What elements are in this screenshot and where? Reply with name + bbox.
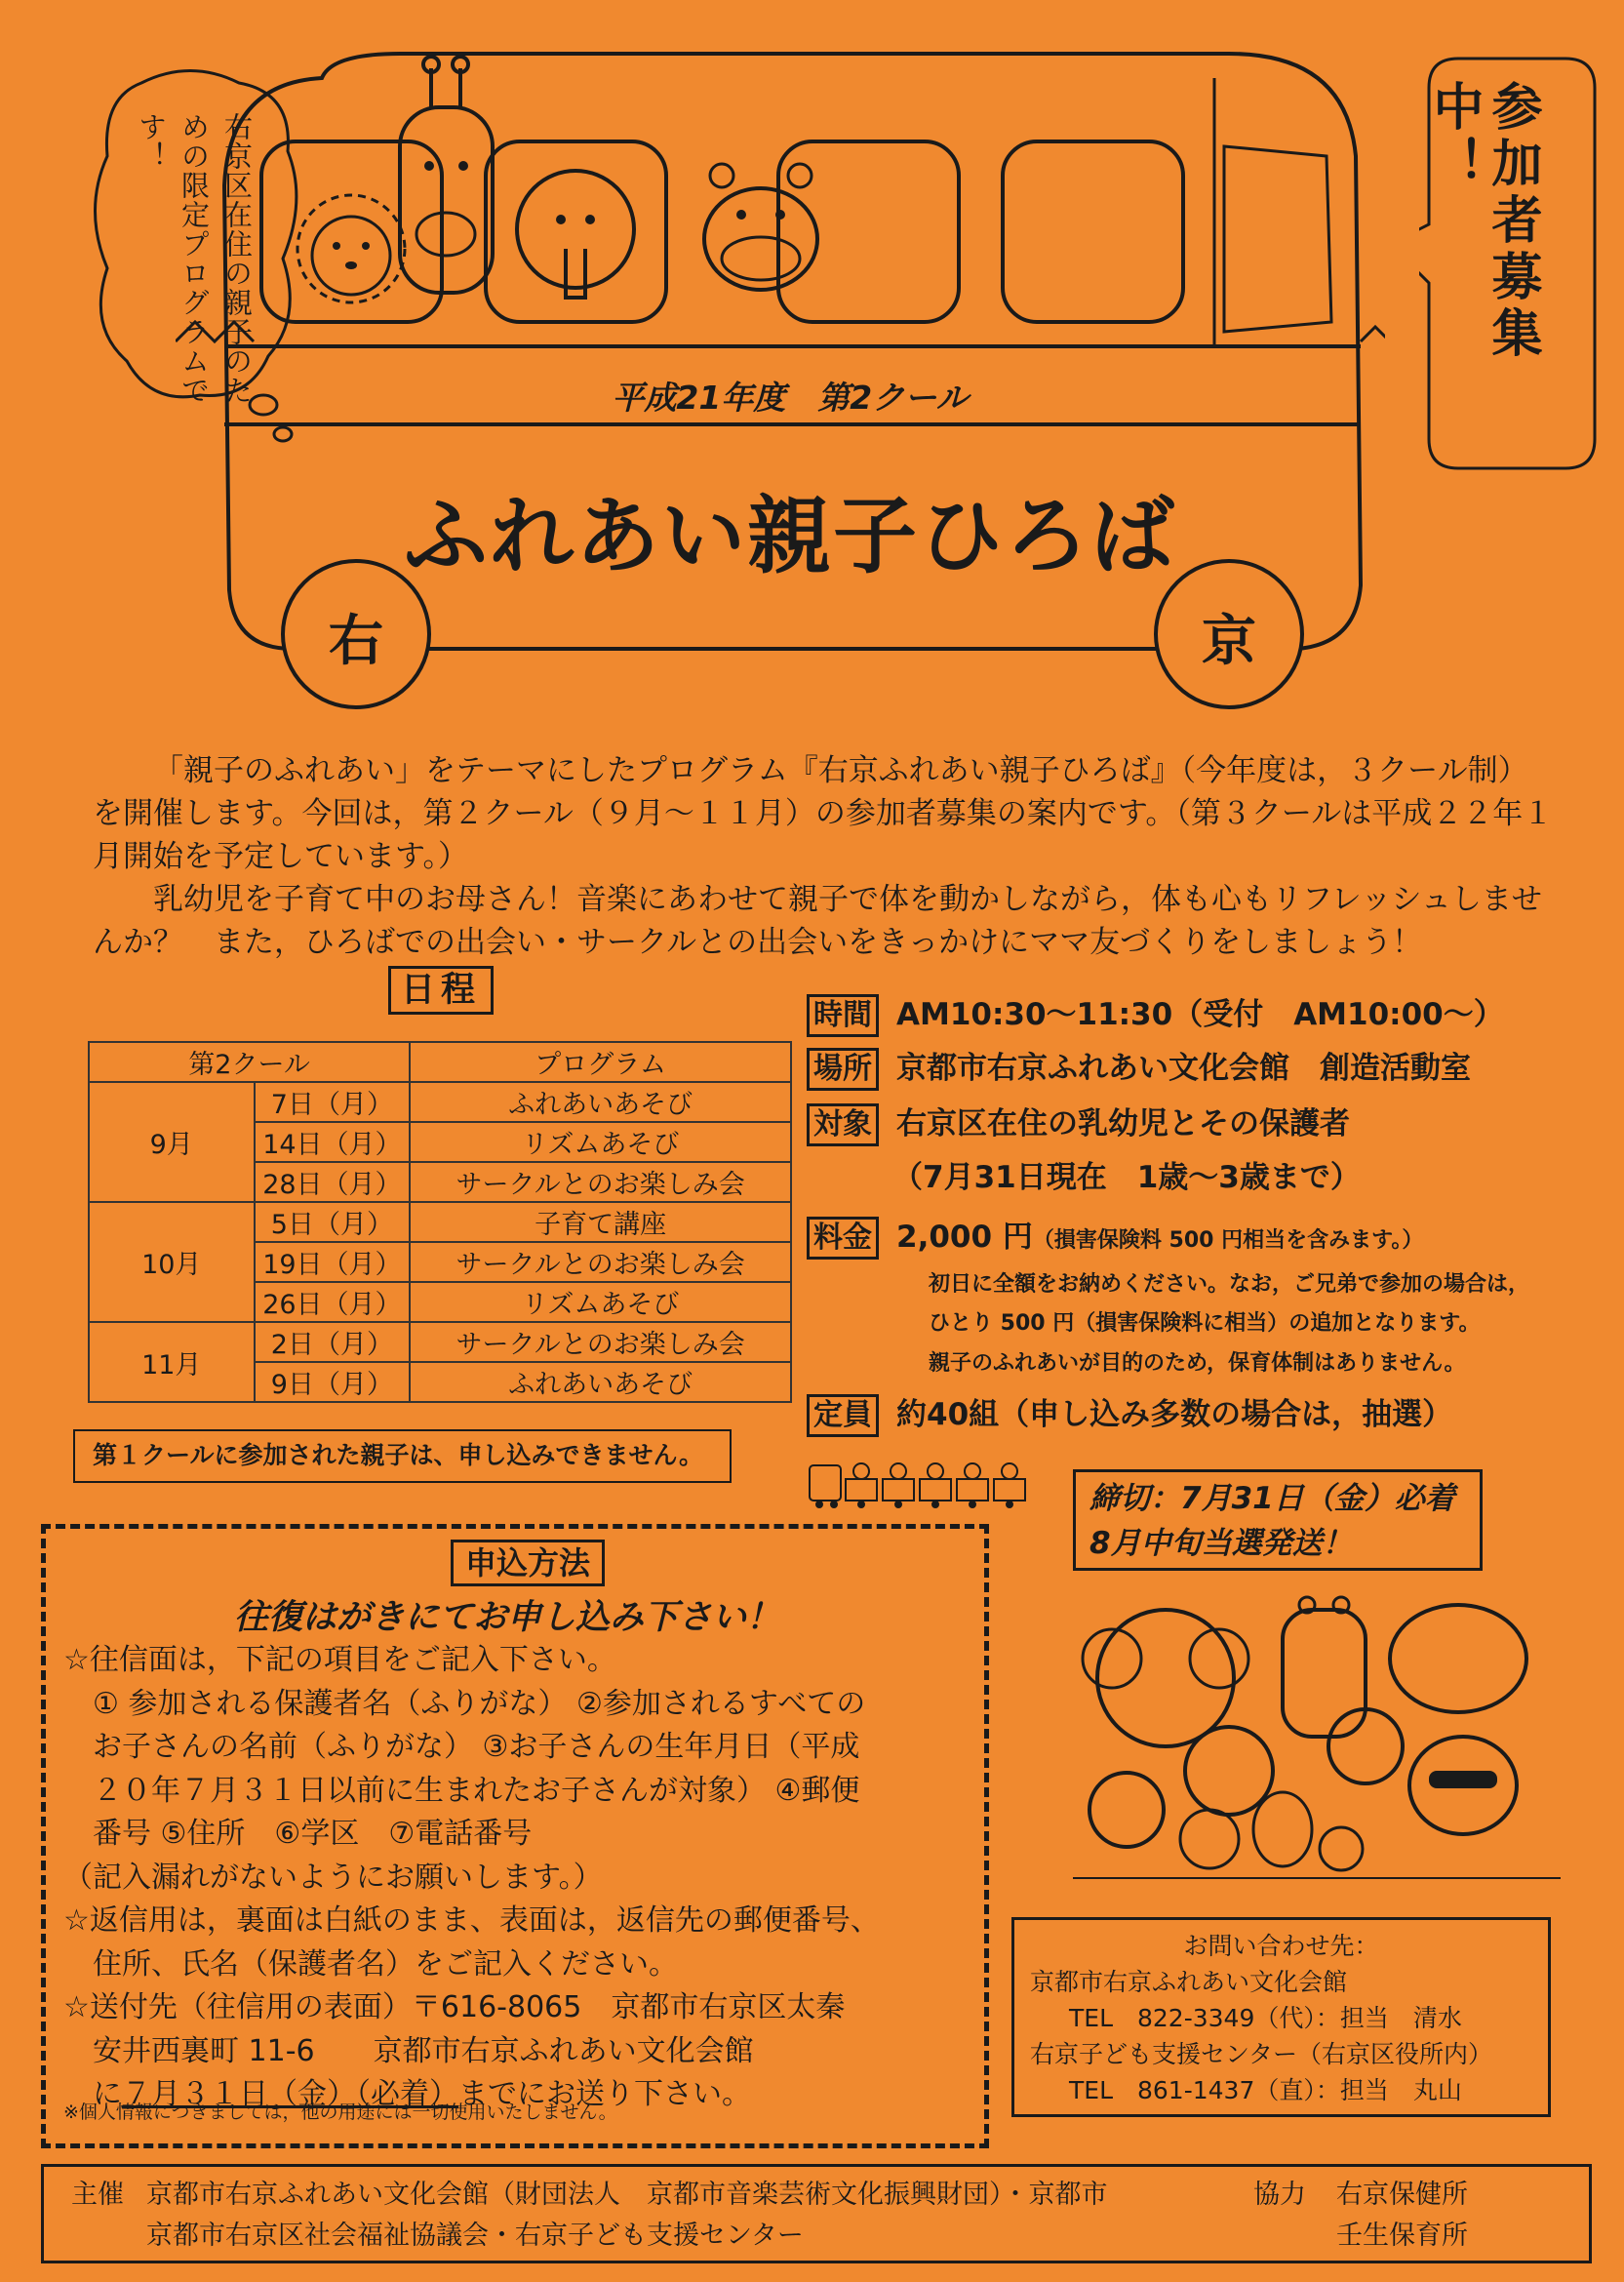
instruction-line: ☆返信用は，裏面は白紙のまま、表面は，返信先の郵便番号、 xyxy=(63,1903,880,1938)
instruction-line: 住所、氏名（保護者名）をご記入ください。 xyxy=(63,1946,678,1982)
contact-heading: お問い合わせ先： xyxy=(1183,1932,1379,1960)
contact-org-1: 京都市右京ふれあい文化会館 xyxy=(1030,1968,1348,1996)
date-cell: 28日（月） xyxy=(255,1162,411,1202)
time-row xyxy=(807,993,1606,1037)
table-header: 第2クール xyxy=(89,1042,410,1082)
date-cell: 2日（月） xyxy=(255,1322,411,1362)
program-cell: リズムあそび xyxy=(410,1282,791,1322)
date-cell: 5日（月） xyxy=(255,1202,411,1242)
table-header-row xyxy=(89,1042,791,1082)
host-label: 主催 xyxy=(71,2180,124,2210)
month-cell: 9月 xyxy=(89,1082,255,1202)
instruction-line: お子さんの名前（ふりがな） ③お子さんの生年月日（平成 xyxy=(63,1730,860,1764)
table-row xyxy=(89,1322,791,1362)
footer-box xyxy=(41,2164,1592,2263)
schedule-title: 日程 xyxy=(388,966,494,1015)
fee-tag: 料金 xyxy=(807,1217,879,1260)
instruction-line: ☆往信面は，下記の項目をご記入下さい。 xyxy=(63,1643,616,1677)
host-line-1: 京都市右京ふれあい文化会館（財団法人 京都市音楽芸術文化振興財団）・京都市 xyxy=(146,2180,1108,2210)
contact-box xyxy=(1011,1917,1551,2117)
deadline-line-2: 8月中旬当選発送！ xyxy=(1089,1526,1353,1561)
table-row xyxy=(89,1202,791,1242)
recruiting-text: 参加者募集中！ xyxy=(1424,80,1541,363)
target-sub: （7月31日現在 1歳～3歳まで） xyxy=(892,1160,1361,1195)
application-instructions xyxy=(63,1639,980,2117)
thought-bubble-text: 右京区在住の親子のための限定プログラムです！ xyxy=(135,112,254,405)
contact-org-2: 右京子ども支援センター（右京区役所内） xyxy=(1030,2040,1493,2068)
instruction-line: ① 参加される保護者名（ふりがな） ②参加されるすべての xyxy=(63,1686,866,1721)
coop-line-2: 壬生保育所 xyxy=(1336,2221,1468,2251)
program-cell: ふれあいあそび xyxy=(410,1082,791,1122)
application-title: 申込方法 xyxy=(451,1540,605,1586)
date-cell: 14日（月） xyxy=(255,1122,411,1162)
table-row xyxy=(89,1082,791,1122)
table-header: プログラム xyxy=(410,1042,791,1082)
program-cell: サークルとのお楽しみ会 xyxy=(410,1242,791,1282)
place-tag: 場所 xyxy=(807,1048,879,1091)
date-cell: 19日（月） xyxy=(255,1242,411,1282)
instruction-line: 番号 ⑤住所 ⑥学区 ⑦電話番号 xyxy=(63,1817,533,1851)
coop-label: 協力 xyxy=(1253,2180,1306,2210)
place-value: 京都市右京ふれあい文化会館 創造活動室 xyxy=(896,1051,1471,1086)
first-cool-note: 第１クールに参加された親子は、申し込みできません。 xyxy=(73,1429,732,1483)
application-subtitle: 往復はがきにてお申し込み下さい！ xyxy=(233,1598,780,1637)
instruction-line: ２０年７月３１日以前に生まれたお子さんが対象） ④郵便 xyxy=(63,1773,860,1808)
animals-illustration xyxy=(1073,1590,1561,1883)
fee-note: （損害保険料 500 円相当を含みます。） xyxy=(1032,1228,1424,1253)
instruction-line: 安井西裏町 11-6 京都市右京ふれあい文化会館 xyxy=(63,2033,754,2068)
privacy-note: ※個人情報につきましては，他の用途には一切使用いたしません。 xyxy=(63,2102,617,2123)
month-cell: 10月 xyxy=(89,1202,255,1322)
target-value: 右京区在住の乳幼児とその保護者 xyxy=(896,1106,1350,1141)
instruction-line: ☆送付先（往信用の表面）〒616-8065 京都市右京区太秦 xyxy=(63,1990,846,2024)
page-title: ふれあい親子ひろば xyxy=(404,488,1176,585)
date-cell: 7日（月） xyxy=(255,1082,411,1122)
place-row xyxy=(807,1047,1606,1091)
instruction-suffix: までにお送り下さい。 xyxy=(458,2077,751,2111)
fee-line-3: 親子のふれあいが目的のため，保育体制はありません。 xyxy=(929,1351,1466,1376)
schedule-table xyxy=(88,1041,792,1403)
target-row xyxy=(807,1102,1606,1146)
instruction-prefix: に xyxy=(63,2077,122,2111)
application-deadline: ７月３１日（金）（必着） xyxy=(122,2077,458,2111)
coop-line-1: 右京保健所 xyxy=(1336,2180,1468,2210)
wheel-right-label: 京 xyxy=(1202,610,1256,673)
program-cell: 子育て講座 xyxy=(410,1202,791,1242)
instruction-line: （記入漏れがないようにお願いします。） xyxy=(63,1860,603,1895)
fee-value: 2,000 円 xyxy=(896,1220,1033,1255)
time-value: AM10:30～11:30（受付 AM10:00～） xyxy=(896,997,1504,1032)
deadline-line-1: 締切：7月31日（金）必着 xyxy=(1089,1481,1455,1516)
train-illustration xyxy=(805,1454,1049,1510)
deadline-box xyxy=(1073,1469,1483,1571)
fee-line-1: 初日に全額をお納めください。なお，ご兄弟で参加の場合は， xyxy=(929,1272,1530,1297)
time-tag: 時間 xyxy=(807,994,879,1037)
fee-row xyxy=(807,1216,1606,1262)
capacity-value: 約40組（申し込み多数の場合は，抽選） xyxy=(896,1397,1453,1432)
wheel-left-label: 右 xyxy=(329,610,383,673)
program-cell: サークルとのお楽しみ会 xyxy=(410,1162,791,1202)
contact-tel-1: TEL 822-3349（代）：担当 清水 xyxy=(1069,2004,1462,2032)
program-cell: サークルとのお楽しみ会 xyxy=(410,1322,791,1362)
fee-line-2: ひとり 500 円（損害保険料に相当）の追加となります。 xyxy=(929,1311,1481,1336)
date-cell: 9日（月） xyxy=(255,1362,411,1402)
intro-paragraph-1: 「親子のふれあい」をテーマにしたプログラム『右京ふれあい親子ひろば』（今年度は，３クール制）を開催します。今回は，第２クール（９月～１１月）の参加者募集の案内です。（第３クールは平成２２年１月開始を予定しています。） xyxy=(93,753,1554,874)
intro-text xyxy=(93,749,1556,964)
contact-tel-2: TEL 861-1437（直）：担当 丸山 xyxy=(1069,2076,1462,2104)
date-cell: 26日（月） xyxy=(255,1282,411,1322)
capacity-row xyxy=(807,1393,1606,1437)
program-cell: リズムあそび xyxy=(410,1122,791,1162)
host-line-2: 京都市右京区社会福祉協議会・右京子ども支援センター xyxy=(146,2221,804,2251)
intro-paragraph-2: 乳幼児を子育て中のお母さん！音楽にあわせて親子で体を動かしながら，体も心もリフレッシュしませんか？ また，ひろばでの出会い・サークルとの出会いをきっかけにママ友づくりをしましょう！ xyxy=(93,882,1542,960)
month-cell: 11月 xyxy=(89,1322,255,1402)
year-label: 平成21年度 第2クール xyxy=(612,379,969,417)
capacity-tag: 定員 xyxy=(807,1394,879,1437)
target-tag: 対象 xyxy=(807,1103,879,1146)
program-cell: ふれあいあそび xyxy=(410,1362,791,1402)
